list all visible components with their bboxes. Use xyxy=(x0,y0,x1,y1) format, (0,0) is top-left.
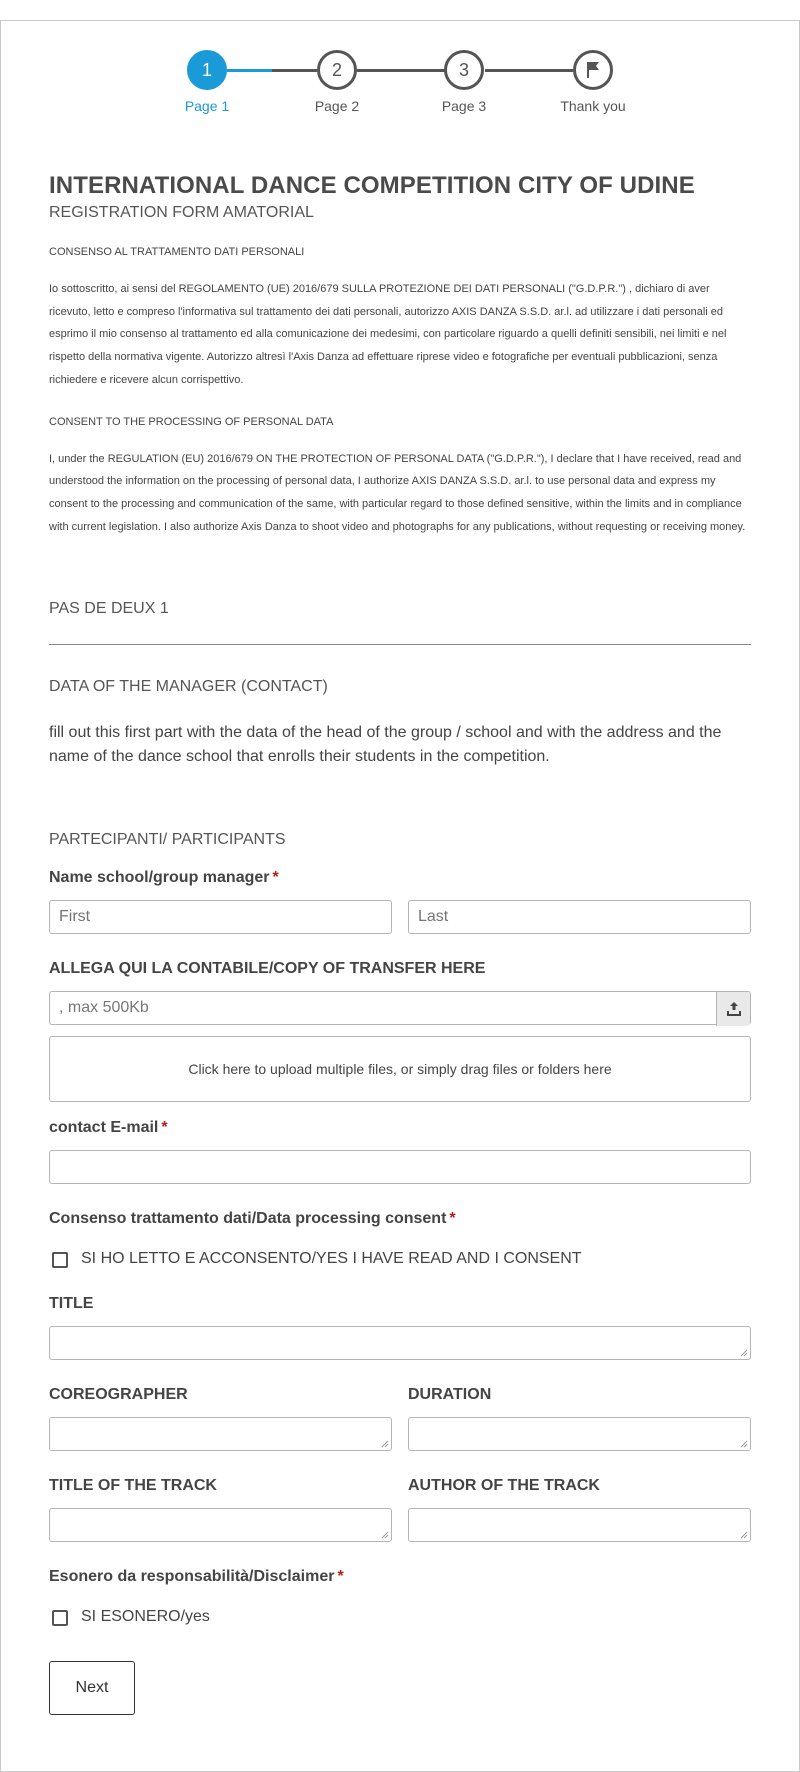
consent-en-text: I, under the REGULATION (EU) 2016/679 ON THE PROTECTION OF PERSONAL DATA ("G.D.P.R."), I declare that I have received, read and understood the information on the processing of personal data, I authorize AXIS DANZA S.S.D. ar.l. to use personal data and express my consent to the processing and communication of the same, with particular regard to those defined sensitive, within the limits and in compliance with current legislation. I also authorize Axis Danza to shoot video and photographs for any publications, without requesting or receiving money. xyxy=(49,452,746,533)
form-subtitle: REGISTRATION FORM AMATORIAL xyxy=(49,204,314,221)
resize-grip-icon xyxy=(740,1531,748,1539)
email-field-label xyxy=(49,1119,168,1137)
last-name-input[interactable] xyxy=(408,900,751,934)
consent-checkbox[interactable] xyxy=(52,1252,68,1268)
disclaimer-checkbox[interactable] xyxy=(52,1610,68,1626)
manager-section-intro: fill out this first part with the data of the head of the group / school and with the address and the name of the dance school that enrolls their students in the competition. xyxy=(49,724,722,765)
consent-field-label xyxy=(49,1210,456,1228)
choreographer-field-label: COREOGRAPHER xyxy=(49,1386,188,1403)
upload-button[interactable] xyxy=(716,992,750,1026)
resize-grip-icon xyxy=(381,1531,389,1539)
name-label-text: Name school/group manager xyxy=(49,869,270,886)
title-field-label: TITLE xyxy=(49,1295,94,1312)
email-label-text: contact E-mail xyxy=(49,1119,159,1136)
track-author-textarea[interactable] xyxy=(408,1508,751,1542)
required-marker: * xyxy=(449,1210,456,1227)
required-marker: * xyxy=(161,1119,168,1136)
disclaimer-option-label[interactable]: SI ESONERO/yes xyxy=(81,1608,210,1625)
manager-section-heading: DATA OF THE MANAGER (CONTACT) xyxy=(49,678,328,695)
form-title: INTERNATIONAL DANCE COMPETITION CITY OF UDINE xyxy=(49,172,695,199)
consent-it-heading: CONSENSO AL TRATTAMENTO DATI PERSONALI xyxy=(49,246,305,258)
step-page-1 xyxy=(147,50,267,114)
required-marker: * xyxy=(337,1568,344,1585)
step-label: Page 3 xyxy=(441,98,487,114)
resize-grip-icon xyxy=(740,1349,748,1357)
consent-label-text: Consenso trattamento dati/Data processing consent xyxy=(49,1210,447,1227)
section-divider xyxy=(49,644,751,645)
disclaimer-field-label xyxy=(49,1568,344,1586)
step-thank-you xyxy=(533,50,653,114)
form-content xyxy=(49,172,751,538)
email-input[interactable] xyxy=(49,1150,751,1184)
choreographer-textarea[interactable] xyxy=(49,1417,392,1451)
next-button[interactable]: Next xyxy=(49,1661,135,1715)
file-dropzone[interactable]: Click here to upload multiple files, or simply drag files or folders here xyxy=(49,1036,751,1102)
step-number: 3 xyxy=(444,50,484,90)
consent-option-label[interactable]: SI HO LETTO E ACCONSENTO/YES I HAVE READ AND I CONSENT xyxy=(81,1250,582,1267)
step-label: Page 1 xyxy=(184,98,230,114)
step-label: Thank you xyxy=(560,98,626,114)
step-page-3 xyxy=(404,50,524,114)
name-field-label xyxy=(49,869,279,887)
file-upload-field[interactable] xyxy=(49,991,751,1025)
resize-grip-icon xyxy=(381,1440,389,1448)
consent-en-heading: CONSENT TO THE PROCESSING OF PERSONAL DATA xyxy=(49,415,334,428)
transfer-field-label: ALLEGA QUI LA CONTABILE/COPY OF TRANSFER HERE xyxy=(49,960,486,977)
first-name-input[interactable] xyxy=(49,900,392,934)
category-label: PAS DE DEUX 1 xyxy=(49,600,169,617)
upload-icon xyxy=(717,992,751,1026)
flag-icon xyxy=(573,50,613,90)
progress-stepper xyxy=(0,50,800,130)
title-textarea[interactable] xyxy=(49,1326,751,1360)
duration-field-label: DURATION xyxy=(408,1386,492,1403)
step-number: 2 xyxy=(317,50,357,90)
track-title-field-label: TITLE OF THE TRACK xyxy=(49,1477,217,1494)
participants-heading: PARTECIPANTI/ PARTICIPANTS xyxy=(49,831,286,848)
required-marker: * xyxy=(272,869,279,886)
step-label: Page 2 xyxy=(314,98,360,114)
step-page-2 xyxy=(277,50,397,114)
track-title-textarea[interactable] xyxy=(49,1508,392,1542)
consent-it-text: Io sottoscritto, ai sensi del REGOLAMENTO (UE) 2016/679 SULLA PROTEZIONE DEI DATI PERSONALI ("G.D.P.R.") , dichiaro di aver ricevuto, letto e compreso l'informativa sul trattamento dei dati personali, autorizzo AXIS DANZA S.S.D. ar.l. ad utilizzare i dati personali ed esprimo il mio consenso al trattamento ed alla comunicazione dei medesimi, con particolare riguardo a quelli definiti sensibili, nei limiti e nel rispetto della normativa vigente. Autorizzo altresì l'Axis Danza ad effettuare riprese video e fotografiche per eventuali pubblicazioni, senza richiedere e ricevere alcun corrispettivo. xyxy=(49,283,727,386)
track-author-field-label: AUTHOR OF THE TRACK xyxy=(408,1477,600,1494)
resize-grip-icon xyxy=(740,1440,748,1448)
file-size-hint: , max 500Kb xyxy=(59,999,149,1016)
duration-textarea[interactable] xyxy=(408,1417,751,1451)
step-number: 1 xyxy=(187,50,227,90)
disclaimer-label-text: Esonero da responsabilità/Disclaimer xyxy=(49,1568,335,1585)
